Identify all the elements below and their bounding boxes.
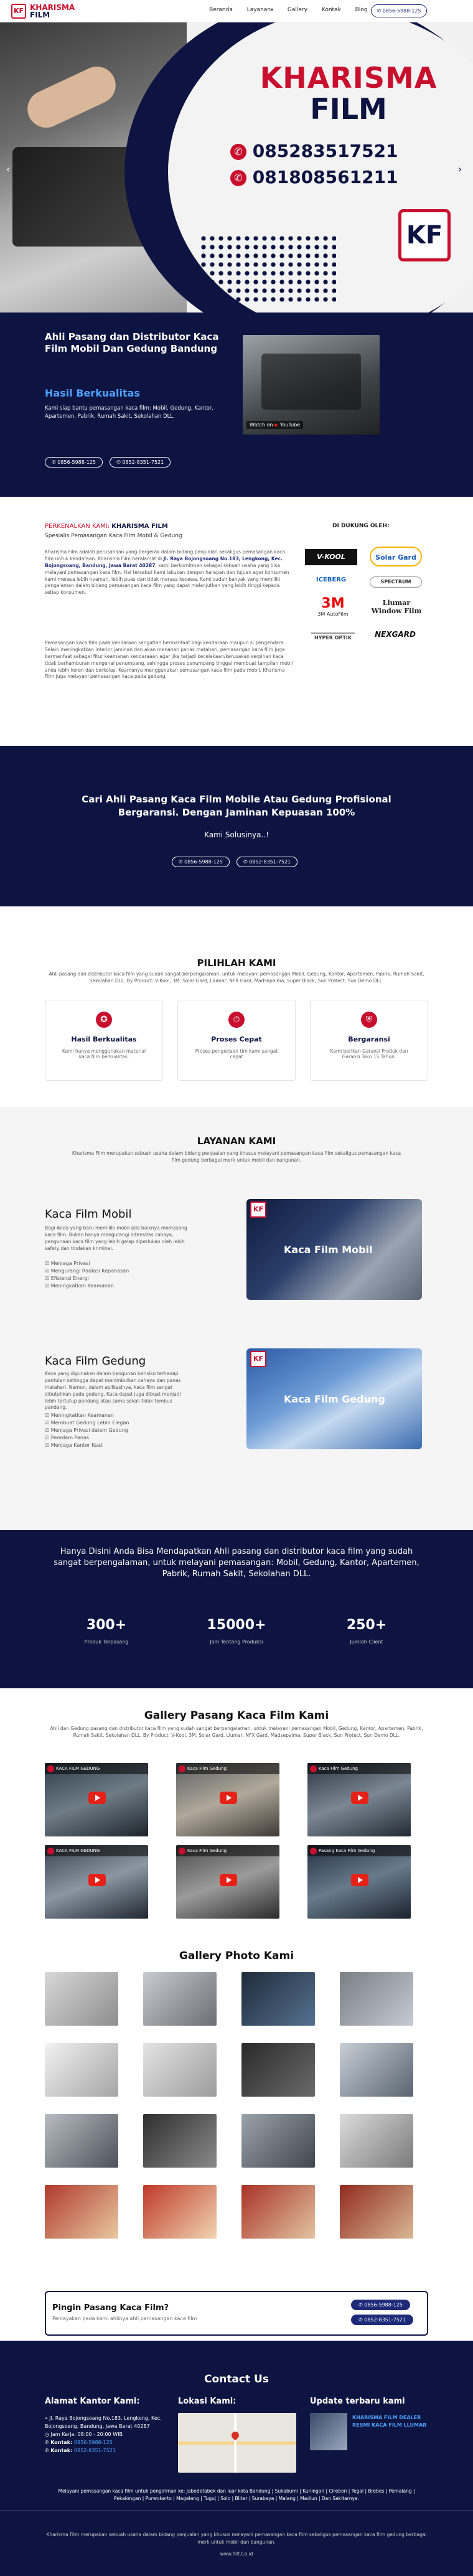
footer-divider — [0, 2510, 473, 2511]
services-desc: Kharisma Film merupakan sebuah usaha dalam bidang penjualan yang khusus melayani pemasangan kaca film sekaligus pemasangan kaca film gedung berbagai merk untuk mobil dan bangunan. — [72, 1150, 401, 1163]
service-gedung-title: Kaca Film Gedung — [45, 1355, 146, 1368]
address-line: ⌖ Jl. Raya Bojongsoang No.183, Lengkong, Kec. Bojongsoang, Bandung, Jawa Barat 40287 — [45, 2415, 162, 2429]
hero-title: KHARISMA FILM — [260, 61, 438, 126]
footer-title: Contact Us — [204, 2373, 269, 2386]
service-mobil-title: Kaca Film Mobil — [45, 1208, 132, 1221]
kf-mini-logo: KF — [250, 1201, 266, 1218]
service-mobil-image-label: Kaca Film Mobil — [284, 1244, 373, 1256]
hours-line: ◷ Jam Kerja: 08:00 - 20:00 WIB — [45, 2432, 123, 2437]
cta-heading: Cari Ahli Pasang Kaca Film Mobile Atau Gedung Profisional Bergaransi. Dengan Jaminan Kepuasan 100% — [82, 794, 391, 818]
cta-whatsapp-button-1[interactable]: ✆ 0856-5988-125 — [172, 857, 230, 867]
intro-whatsapp-button-2[interactable]: ✆ 0852-8351-7521 — [110, 457, 171, 468]
whatsapp-icon: ✆ — [230, 144, 246, 160]
gallery-photo-16[interactable] — [340, 2185, 413, 2239]
intro-subheading: Hasil Berkualitas — [45, 387, 140, 399]
service-mobil-image[interactable] — [246, 1199, 422, 1300]
hero-installer-arm — [21, 60, 121, 134]
clock-icon: ◷ — [45, 2432, 51, 2437]
about-section — [0, 497, 473, 746]
map-marker-icon — [230, 2430, 241, 2441]
cta2-title: Pingin Pasang Kaca Film? — [52, 2303, 169, 2313]
video-gallery-section — [0, 1688, 473, 1931]
gallery-photo-4[interactable] — [340, 1972, 413, 2026]
gallery-photo-2[interactable] — [143, 1972, 217, 2026]
gallery-photo-7[interactable] — [241, 2043, 315, 2097]
gallery-photo-15[interactable] — [241, 2185, 315, 2239]
gallery-photo-13[interactable] — [45, 2185, 118, 2239]
check-item: ☑ Mengurangi Radiasi Kepanasan — [45, 1268, 188, 1274]
partner-logo-solargard: Solar Gard — [370, 547, 422, 566]
location-pin-icon: ⌖ — [45, 2415, 50, 2421]
whatsapp-icon: ✆ — [45, 2448, 51, 2453]
channel-avatar — [179, 1848, 185, 1854]
check-item: ☑ Meningkatkan Keamanan — [45, 1413, 188, 1418]
why-desc: Ahli pasang dan distributor kaca film yang sudah sangat berpengalaman, untuk melayani pemasangan Mobil, Gedung, Kantor, Apartemen, Pabrik, Rumah Sakit, Sekolahan DLL. By Product: V-Kool, 3M, Solar Gard, Llumar, NFX Gard, Madsepalma, Super Black, Sun Protect, Sun Demo DLL. — [49, 971, 424, 984]
channel-avatar — [179, 1765, 185, 1772]
nav-item-gallery[interactable]: Gallery — [287, 7, 307, 13]
stats-heading: Hanya Disini Anda Bisa Mendapatkan Ahli pasang dan distributor kaca film yang sudah sangat berpengalaman, untuk melayani pemasangan: Mobil, Gedung, Kantor, Apartemen, Pabrik, Rumah Sakit, Sekolahan DLL. — [54, 1547, 419, 1579]
gallery-photo-6[interactable] — [143, 2043, 217, 2097]
cta-whatsapp-button-2[interactable]: ✆ 0852-8351-7521 — [236, 857, 297, 867]
stat-clients: 250+ Jumlah Client — [346, 1617, 387, 1645]
nav-item-blog[interactable]: Blog — [355, 7, 368, 13]
stat-products: 300+ Produk Terpasang — [84, 1617, 129, 1645]
footer-address-title: Alamat Kantor Kami: — [45, 2397, 140, 2406]
cta2-whatsapp-button-2[interactable]: ✆ 0852-8351-7521 — [351, 2315, 413, 2325]
contact-line-1[interactable]: ✆ Kontak: 0856-5988-125 — [45, 2440, 113, 2445]
photo-gallery-section — [0, 1931, 473, 2286]
cta-sub: Kami Solusinya..! — [204, 830, 269, 839]
video-thumb-4[interactable]: KACA FILM GEDUNG — [45, 1845, 148, 1919]
channel-avatar — [47, 1848, 54, 1854]
hero-phone-2[interactable]: ✆ 081808561211 — [230, 167, 398, 187]
hero-dot-pattern — [199, 234, 336, 303]
video-thumb-6[interactable]: Pasang Kaca Film Gedung — [307, 1845, 411, 1919]
services-title: LAYANAN KAMI — [197, 1135, 276, 1147]
cta2-box — [45, 2291, 428, 2336]
gallery-photo-8[interactable] — [340, 2043, 413, 2097]
play-icon — [220, 1874, 237, 1886]
cta2-whatsapp-button-1[interactable]: ✆ 0856-5988-125 — [351, 2300, 410, 2310]
gallery-photo-9[interactable] — [45, 2114, 118, 2168]
hero-kf-logo: KF — [398, 209, 451, 261]
video-gallery-title: Gallery Pasang Kaca Film Kami — [144, 1709, 329, 1722]
gallery-photo-3[interactable] — [241, 1972, 315, 2026]
gallery-photo-14[interactable] — [143, 2185, 217, 2239]
partner-logo-vkool: V-KOOL — [305, 549, 357, 565]
service-gedung-text: Kaca yang digunakan dalam bangunan berisiko terhadap pantulan sehingga dapat menimbulkan cahaya dan panas matahari. Namun, dalam aplikasinya, kaca film sangat dibutuhkan pada gedung. Kaca dapat juga dibuat menjadi lebih tertutup pandang atau sama sekali tidak tembus pandang. — [45, 1371, 181, 1411]
play-icon — [351, 1792, 368, 1804]
intro-text: Kami siap bantu pemasangan kaca film: Mobil, Gedung, Kantor, Apartemen, Pabrik, Rumah Sakit, Sekolahan DLL. — [45, 405, 214, 420]
footer-bottom-text: Kharisma Film merupakan sebuah usaha dalam bidang penjualan yang khusus melayani pemasangan kaca film sekaligus pemasangan kaca film gedung berbagai merk untuk mobil dan bangunan. — [46, 2532, 427, 2545]
stat-hours: 15000+ Jam Tentang Produksi — [207, 1617, 266, 1645]
cta-buttons — [0, 854, 473, 867]
intro-heading: Ahli Pasang dan Distributor Kaca Film Mobil Dan Gedung Bandung — [45, 331, 219, 354]
play-icon — [220, 1792, 237, 1804]
why-title: PILIHLAH KAMI — [197, 957, 276, 969]
footer-site[interactable]: www.Tilt.Co.id — [220, 2551, 253, 2557]
hero-phone-1[interactable]: ✆ 085283517521 — [230, 141, 398, 161]
footer-map[interactable] — [178, 2413, 296, 2473]
play-icon — [351, 1874, 368, 1886]
check-item: ☑ Menjaga Privasi dalam Gedung — [45, 1427, 188, 1433]
why-card-warranty: ⛨ Bergaransi Kami berikan Garansi Produk dan Garansi Toko 15 Tahun. — [310, 1000, 428, 1081]
footer-update-title: Update terbaru kami — [310, 2397, 405, 2406]
channel-avatar — [47, 1765, 54, 1772]
nav-phone-button[interactable]: ✆ 0856-5988-125 — [371, 4, 427, 17]
partner-logo-hyperoptik: HYPER OPTIK — [311, 632, 355, 641]
kf-mini-logo: KF — [250, 1351, 266, 1367]
footer-served-text: Melayani pemasangan kaca film untuk pengiriman ke: Jabodetabek dan luar kota Bandung | Sukabumi | Kuningan | Cirebon | Tegal | Brebes | Pemalang | Pekalongan | Purwokerto | Magelang | Tuguj | Solo | Blitar | Surabaya | Malang | Madiun | Dan Sekitarnya. — [58, 2488, 415, 2501]
service-gedung-image-label: Kaca Film Gedung — [284, 1393, 385, 1405]
video-car-window — [261, 354, 361, 410]
chevron-down-icon: ▾ — [271, 7, 274, 12]
check-item: ☑ Meningkatkan Keamanan — [45, 1283, 188, 1289]
nav-item-layanan[interactable]: Layanan▾ — [246, 7, 274, 13]
youtube-icon: ▶ — [274, 422, 279, 428]
why-card-fast: ⏱ Proses Cepat Proses pengerjaan tim kami sangat cepat — [177, 1000, 296, 1081]
site-footer — [0, 2341, 473, 2576]
check-item: ☑ Peredam Panas — [45, 1435, 188, 1441]
service-gedung-checks — [45, 1411, 188, 1450]
channel-avatar — [310, 1848, 317, 1854]
intro-video[interactable] — [243, 335, 380, 435]
about-subtitle: Spesialis Pemasangan Kaca Film Mobil & Gedung — [45, 533, 182, 539]
video-thumb-1[interactable]: KACA FILM GEDUNG — [45, 1763, 148, 1836]
play-icon — [88, 1792, 106, 1804]
medal-icon: ✪ — [96, 1012, 112, 1028]
footer-location-title: Lokasi Kami: — [178, 2397, 236, 2406]
play-icon — [88, 1874, 106, 1886]
whatsapp-icon: ✆ — [45, 2440, 51, 2445]
brand-logo[interactable] — [11, 4, 98, 19]
check-item: ☑ Menjaga Privasi — [45, 1261, 188, 1266]
stats-section — [0, 1530, 473, 1688]
partner-logo-3m: 3M 3M AutoFilm — [311, 596, 355, 617]
partner-logo-spectrum: SPECTRUM — [370, 576, 422, 588]
nav-item-kontak[interactable]: Kontak — [321, 7, 341, 13]
partner-logo-nexgard: NEXGARD — [375, 630, 416, 639]
main-nav — [209, 7, 377, 13]
footer-update-thumb[interactable] — [310, 2413, 347, 2450]
gallery-photo-12[interactable] — [340, 2114, 413, 2168]
slider-prev-button[interactable]: ‹ — [6, 163, 11, 175]
video-thumb-2[interactable]: Kaca Film Gedung — [176, 1763, 279, 1836]
brand-name-line2: FILM — [30, 11, 50, 19]
slider-next-button[interactable]: › — [458, 163, 462, 175]
service-mobil-checks — [45, 1259, 188, 1290]
intro-buttons — [45, 454, 174, 468]
brand-name-line1: KHARISMA — [30, 3, 75, 12]
video-thumb-5[interactable]: Kaca Film Gedung — [176, 1845, 279, 1919]
partner-logo-iceberg: ICEBERG — [316, 576, 347, 583]
check-item: ☑ Menjaga Kantor Kuat — [45, 1442, 188, 1448]
cta2-buttons — [351, 2297, 419, 2327]
map-road — [178, 2442, 296, 2445]
map-road — [234, 2413, 236, 2473]
footer-address-block — [45, 2414, 163, 2455]
photo-gallery-title: Gallery Photo Kami — [179, 1950, 294, 1962]
footer-update-link[interactable]: KHARISMA FILM DEALER RESMI KACA FILM LLUMAR — [352, 2415, 427, 2428]
gallery-photo-1[interactable] — [45, 1972, 118, 2026]
contact-line-2[interactable]: ✆ Kontak: 0852-8351-7521 — [45, 2448, 116, 2453]
logo-mark: KF — [11, 4, 26, 19]
why-section — [0, 906, 473, 1107]
whatsapp-icon: ✆ — [230, 170, 246, 186]
gallery-photo-5[interactable] — [45, 2043, 118, 2097]
channel-avatar — [310, 1765, 317, 1772]
video-gallery-desc: Ahli dan Gedung pasang dan distributor kaca film yang sudah sangat berpengalaman, untuk melayani pemasangan Mobil, Gedung, Kantor, Apartemen, Pabrik, Rumah Sakit, Sekolahan DLL. By Product: V-Kool, 3M, Solar Gard, Llumar, NFX Gard, Madsepalma, Super Black, Sun Protect, Sun Demo DLL. — [50, 1726, 423, 1738]
check-item: ☑ Efisiensi Energi — [45, 1276, 188, 1281]
about-kicker: PERKENALKAN KAMI: KHARISMA FILM — [45, 523, 168, 530]
check-item: ☑ Membuat Gedung Lebih Elegan — [45, 1420, 188, 1426]
intro-section — [0, 313, 473, 497]
hero-banner — [0, 22, 473, 313]
partner-logo-llumar: Llumar Window Film — [371, 599, 422, 615]
3m-mark: 3M — [321, 596, 345, 611]
video-thumb-3[interactable]: Kaca Film Gedung — [307, 1763, 411, 1836]
cta2-section — [0, 2286, 473, 2341]
nav-item-beranda[interactable]: Beranda — [209, 7, 233, 13]
service-mobil-text: Bagi Anda yang baru memiliki mobil ada baiknya memasang kaca film. Bukan hanya mengurangi intensitas cahaya, pengunaan kaca film yang lebih gelap diperlukan oleh lebih safety dan tindakan kriminal. — [45, 1225, 187, 1251]
site-header — [0, 0, 473, 22]
cta2-text: Percayakan pada kami ahlinya ahli pemasangan kaca film — [52, 2316, 197, 2321]
gallery-photo-11[interactable] — [241, 2114, 315, 2168]
video-watch-bar[interactable]: Watch on ▶ YouTube — [246, 421, 303, 429]
partners-title: DI DUKUNG OLEH: — [332, 523, 390, 529]
timer-icon: ⏱ — [228, 1012, 245, 1028]
intro-whatsapp-button-1[interactable]: ✆ 0856-5988-125 — [45, 457, 103, 468]
about-paragraph-2: Pemasangan kaca film pada kendaraan sangatlah bermanfaat bagi kendaraan maupun si pengendara. Selain meningkatkan interior jaminan dan akan menahan panas matahari, pemasangan kaca film juga bermanfaat sebagai fitur keamanan kendaraaan agar jika terjadi kecelakaan/kerusakan serpihan kaca tidak berhamburan mengenai penumpang, sehingga proses penumpang tinggal membuat tampilan mobil anda lebih keren dan berkelas. Keamanya menggunakan pemasangan kaca film pada mobil, Kharisma Film juga melayani pemasangan kaca pada gedung. — [45, 640, 293, 680]
gallery-photo-10[interactable] — [143, 2114, 217, 2168]
service-gedung-image[interactable] — [246, 1348, 422, 1449]
cta-section — [0, 746, 473, 906]
whatsapp-icon: ✆ — [377, 8, 383, 14]
why-card-quality: ✪ Hasil Berkualitas Kami hanya menggunakan material kaca film berkualitas. — [45, 1000, 163, 1081]
services-section — [0, 1107, 473, 1530]
shield-icon: ⛨ — [361, 1012, 377, 1028]
about-paragraph-1: Kharisma Film adalah perusahaan yang bergerak dalam bidang penjualan sekaligus pemasangan kaca film untuk kendaraan. Kharisma Film beralamat di Jl. Raya Bojongsoang No.183, Lengkong, Kec. Bojongsoang, Bandung, Jawa Barat 40287, kami berkomitmen sebagai sebuah usaha yang bisa melayani pemasangan kaca film. Hal tersebut kami lakukan dengan harapan dan tujuan agar konsumen kami merasa lebih nyaman, lebih puas dan tidak merasa kecewa. Kami sudah banyak yang memiliki pengalaman dalam bidang pemasangan kaca film yang dapat melanjutkan yang lebih tinggi kepada setiap konsumen. — [45, 549, 289, 596]
